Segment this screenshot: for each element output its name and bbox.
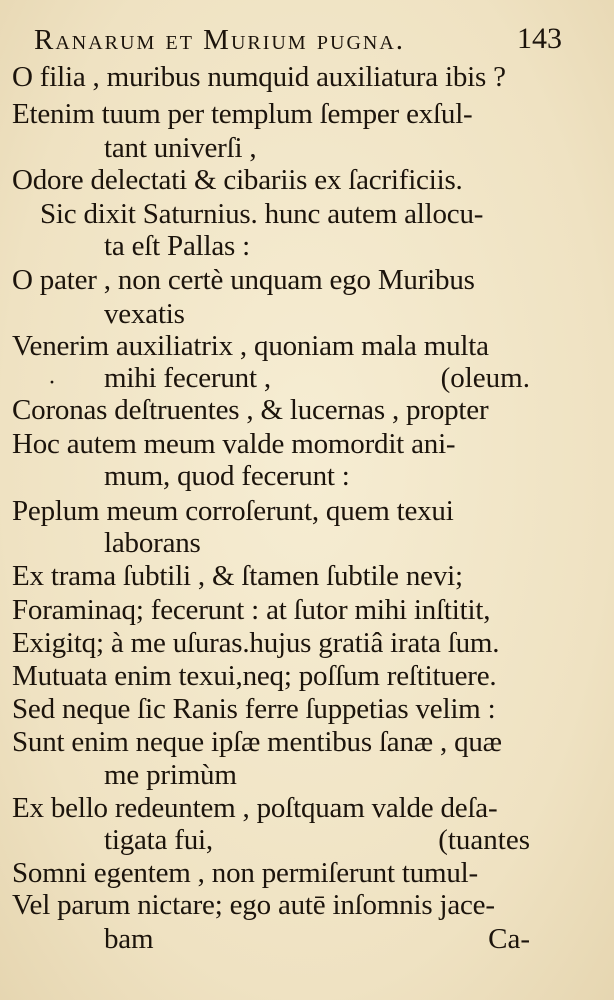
text-line: Sic dixit Saturnius. hunc autem allocu- — [40, 198, 484, 230]
text-line: Somni egentem , non permiſerunt tumul- — [12, 857, 478, 889]
text-line: me primùm — [104, 759, 237, 791]
text-line: Ex bello redeuntem , poſtquam valde deſa- — [12, 792, 498, 824]
text-line: Sunt enim neque ipſæ mentibus ſanæ , quæ — [12, 726, 502, 758]
text-line: mum, quod fecerunt : — [104, 460, 350, 492]
text-line: Hoc autem meum valde momordit ani- — [12, 428, 456, 460]
text-line: ta eſt Pallas : — [104, 230, 250, 262]
catchword: Ca- — [488, 923, 530, 955]
text-line: mihi fecerunt , — [104, 362, 271, 394]
text-line: Etenim tuum per templum ſemper exſul- — [12, 98, 473, 130]
text-line: laborans — [104, 527, 201, 559]
text-line: Odore delectati & cibariis ex ſacrificiis. — [12, 164, 463, 196]
page-number: 143 — [517, 22, 562, 55]
text-line: Exigitq; à me uſuras.hujus gratiâ irata ſum. — [12, 627, 500, 659]
text-line: Venerim auxiliatrix , quoniam mala multa — [12, 330, 489, 362]
turnover-line: (tuantes — [438, 824, 530, 856]
text-line: O pater , non certè unquam ego Muribus — [12, 264, 475, 296]
text-line: O filia , muribus numquid auxiliatura ibis ? — [12, 61, 506, 93]
text-line: Sed neque ſic Ranis ferre ſuppetias velim : — [12, 693, 496, 725]
text-line: vexatis — [104, 298, 185, 330]
text-line: Peplum meum corroſerunt, quem texui — [12, 495, 454, 527]
text-line: bam — [104, 923, 154, 955]
text-line: tant univerſi , — [104, 132, 257, 164]
text-line: Vel parum nictare; ego autē inſomnis jace- — [12, 889, 495, 921]
running-head: Ranarum et Murium pugna. — [34, 24, 406, 56]
text-line: Ex trama ſubtili , & ſtamen ſubtile nevi; — [12, 560, 463, 592]
text-line: Coronas deſtruentes , & lucernas , propter — [12, 394, 489, 426]
page-header — [28, 14, 562, 60]
text-line: tigata fui, — [104, 824, 213, 856]
turnover-line: (oleum. — [440, 362, 530, 394]
stray-dot: · — [48, 370, 56, 396]
text-line: Foraminaq; fecerunt : at ſutor mihi inſtitit, — [12, 594, 491, 626]
text-line: Mutuata enim texui,neq; poſſum reſtituere. — [12, 660, 497, 692]
